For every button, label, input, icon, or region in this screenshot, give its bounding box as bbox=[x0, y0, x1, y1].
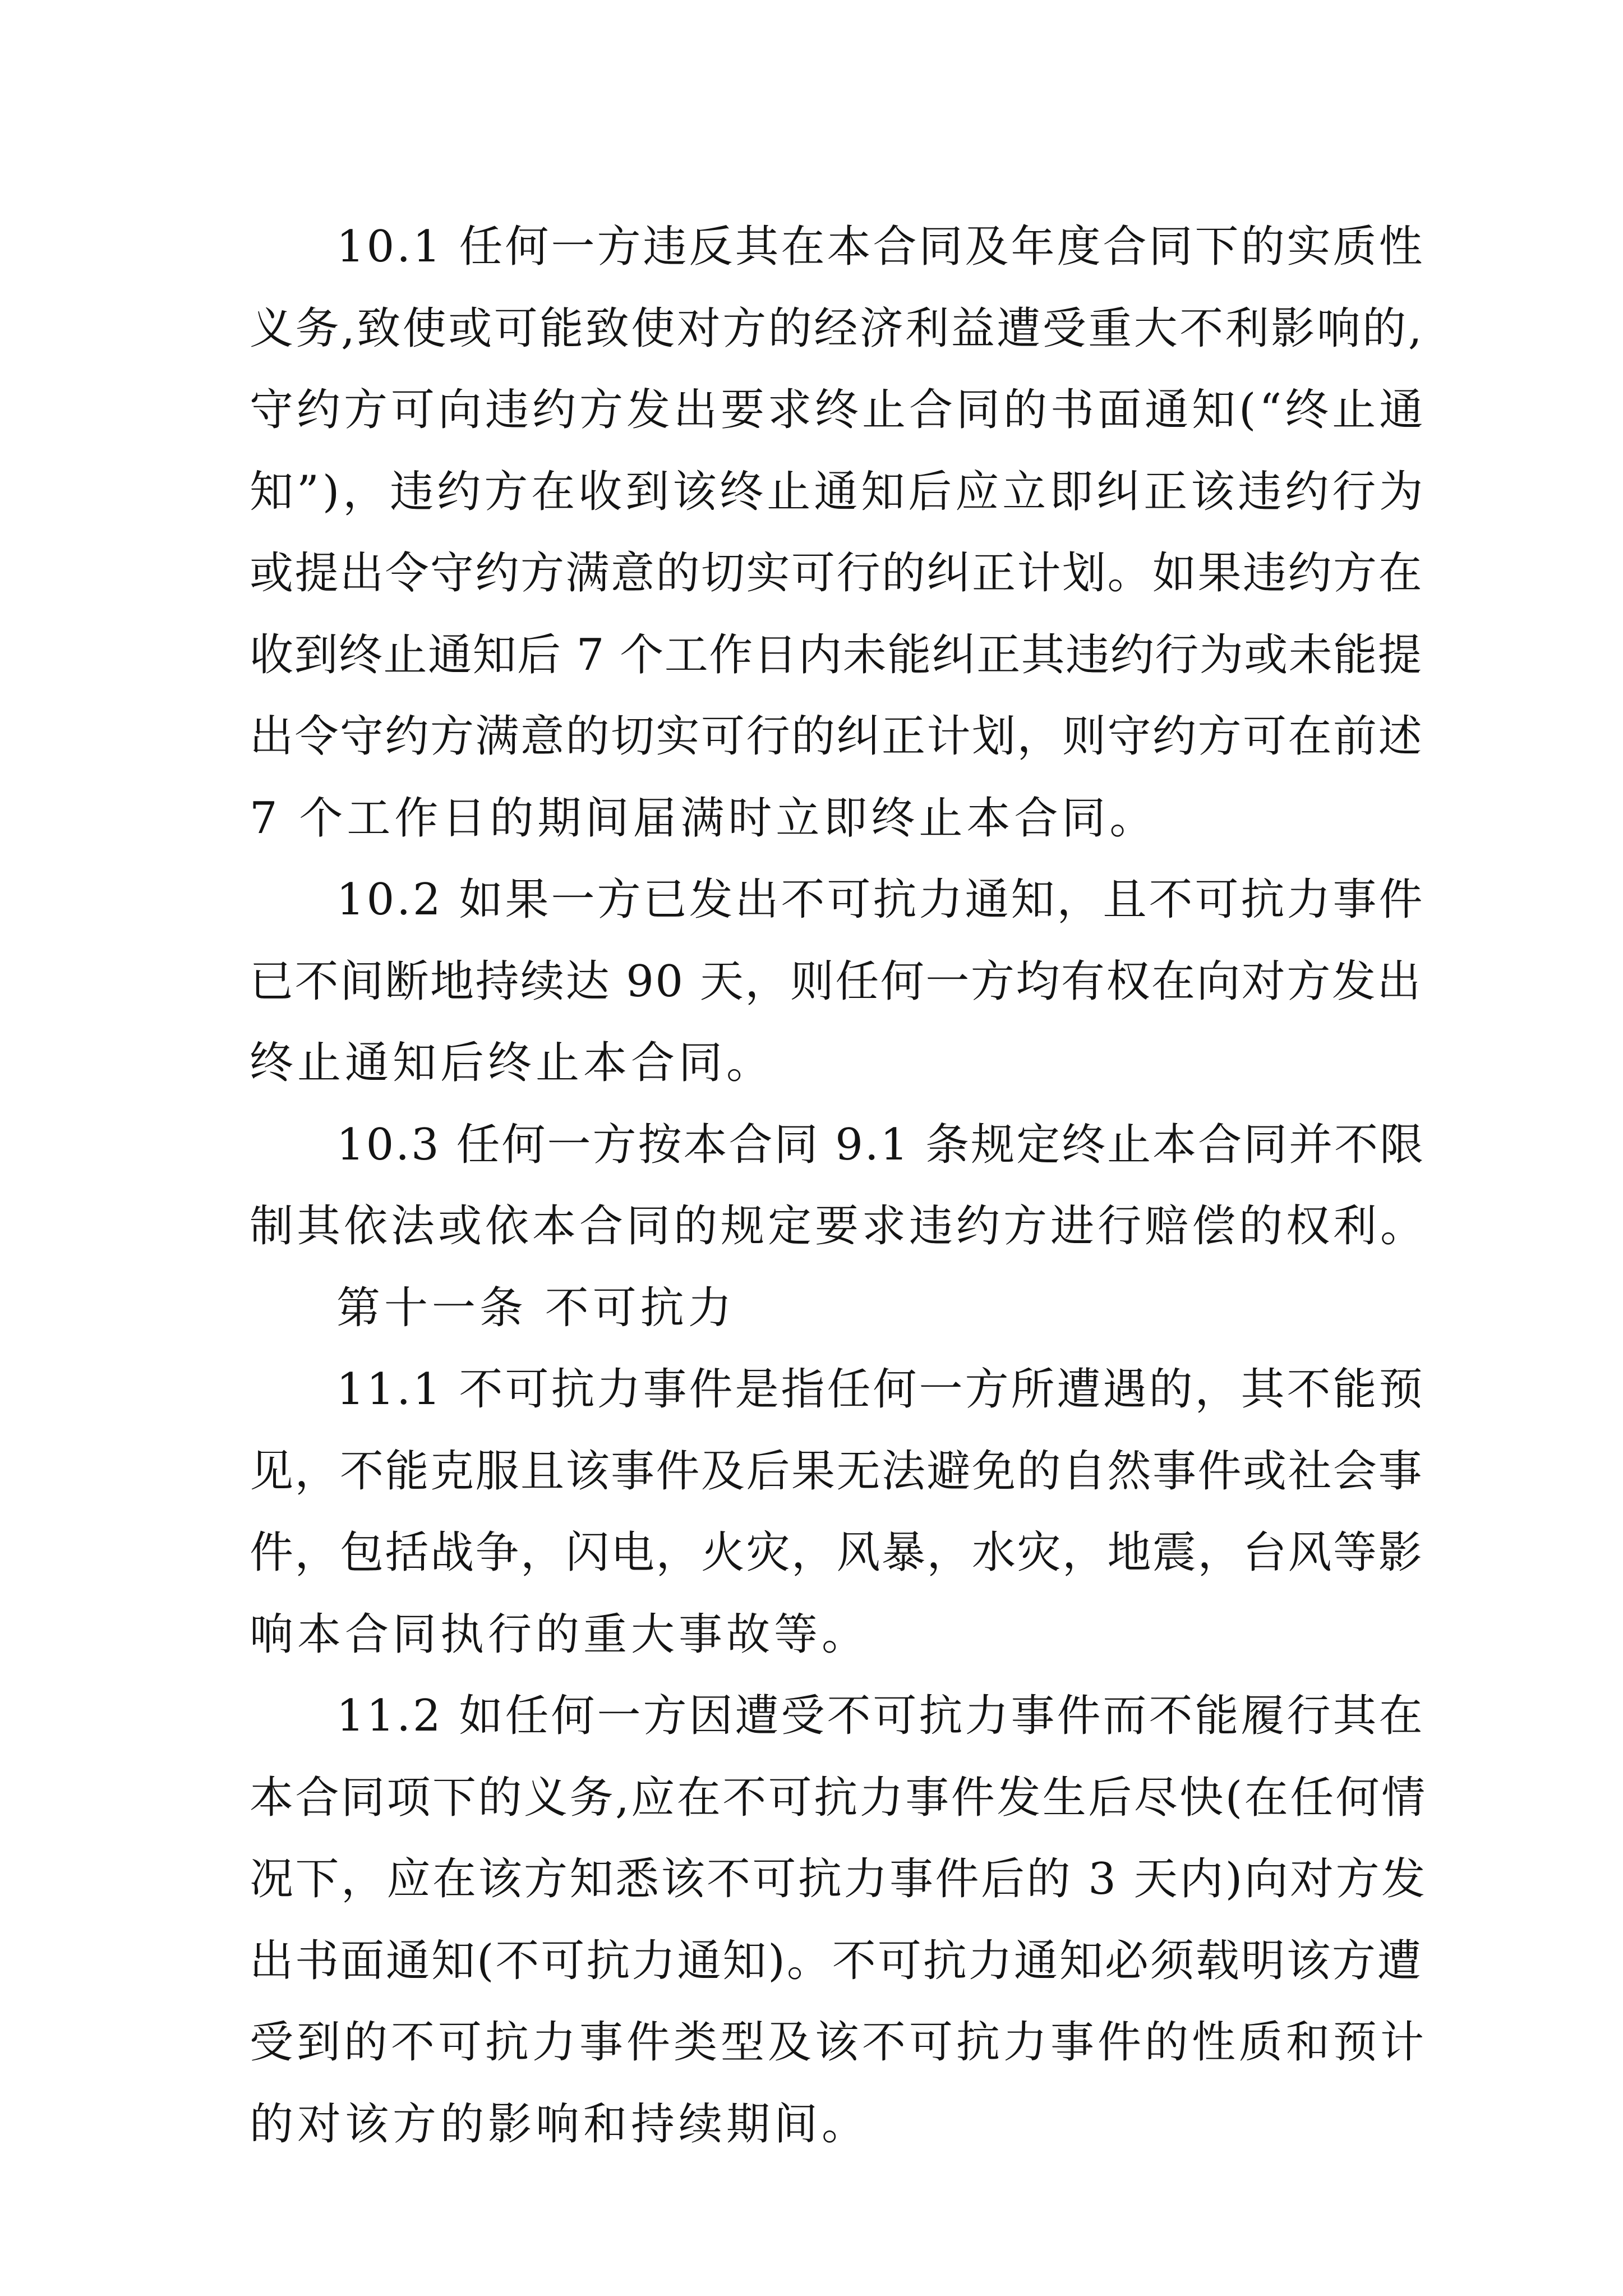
clause-11-2-line-3: 况下，应在该方知悉该不可抗力事件后的 3 天内)向对方发 bbox=[250, 1854, 1427, 1904]
clause-10-1-line-8: 7 个工作日的期间届满时立即终止本合同。 bbox=[250, 793, 1158, 844]
contract-text-body bbox=[250, 206, 1427, 2165]
clause-10-3-line-2: 制其依法或依本合同的规定要求违约方进行赔偿的权利。 bbox=[250, 1201, 1428, 1251]
clause-11-1-line-2: 见，不能克服且该事件及后果无法避免的自然事件或社会事 bbox=[250, 1446, 1424, 1497]
clause-10-1-line-1: 10.1 任何一方违反其在本合同及年度合同下的实质性 bbox=[336, 222, 1425, 272]
clause-10-2-line-3: 终止通知后终止本合同。 bbox=[250, 1038, 774, 1088]
clause-10-1-line-6: 收到终止通知后 7 个工作日内未能纠正其违约行为或未能提 bbox=[250, 629, 1423, 680]
clause-10-3-line-1: 10.3 任何一方按本合同 9.1 条规定终止本合同并不限 bbox=[336, 1119, 1426, 1170]
clause-11-1-line-4: 响本合同执行的重大事故等。 bbox=[250, 1609, 870, 1660]
clause-11-1-line-3: 件，包括战争，闪电，火灾，风暴，水灾，地震，台风等影 bbox=[250, 1527, 1424, 1578]
clause-10-1-line-5: 或提出令守约方满意的切实可行的纠正计划。如果违约方在 bbox=[250, 548, 1424, 599]
clause-10-1-line-4: 知”)，违约方在收到该终止通知后应立即纠正该违约行为 bbox=[250, 466, 1427, 517]
clause-11-2-line-2: 本合同项下的义务,应在不可抗力事件发生后尽快(在任何情 bbox=[250, 1772, 1427, 1823]
clause-10-1-line-7: 出令守约方满意的切实可行的纠正计划，则守约方可在前述 bbox=[250, 711, 1424, 762]
clause-11-2-line-1: 11.2 如任何一方因遭受不可抗力事件而不能履行其在 bbox=[336, 1691, 1425, 1741]
clause-11-1-line-1: 11.1 不可抗力事件是指任何一方所遭遇的，其不能预 bbox=[336, 1364, 1425, 1415]
clause-11-2-line-4: 出书面通知(不可抗力通知)。不可抗力通知必须载明该方遭 bbox=[250, 1935, 1423, 1986]
article-11-heading: 第十一条 不可抗力 bbox=[336, 1282, 736, 1333]
clause-11-2-line-5: 受到的不可抗力事件类型及该不可抗力事件的性质和预计 bbox=[250, 2017, 1428, 2068]
clause-10-1-line-2: 义务,致使或可能致使对方的经济利益遭受重大不利影响的, bbox=[250, 303, 1424, 354]
clause-10-1-line-3: 守约方可向违约方发出要求终止合同的书面通知(“终止通 bbox=[250, 385, 1427, 435]
clause-11-2-line-6: 的对该方的影响和持续期间。 bbox=[250, 2099, 870, 2150]
clause-10-2-line-1: 10.2 如果一方已发出不可抗力通知，且不可抗力事件 bbox=[336, 875, 1425, 925]
clause-10-2-line-2: 已不间断地持续达 90 天，则任何一方均有权在向对方发出 bbox=[250, 956, 1422, 1007]
